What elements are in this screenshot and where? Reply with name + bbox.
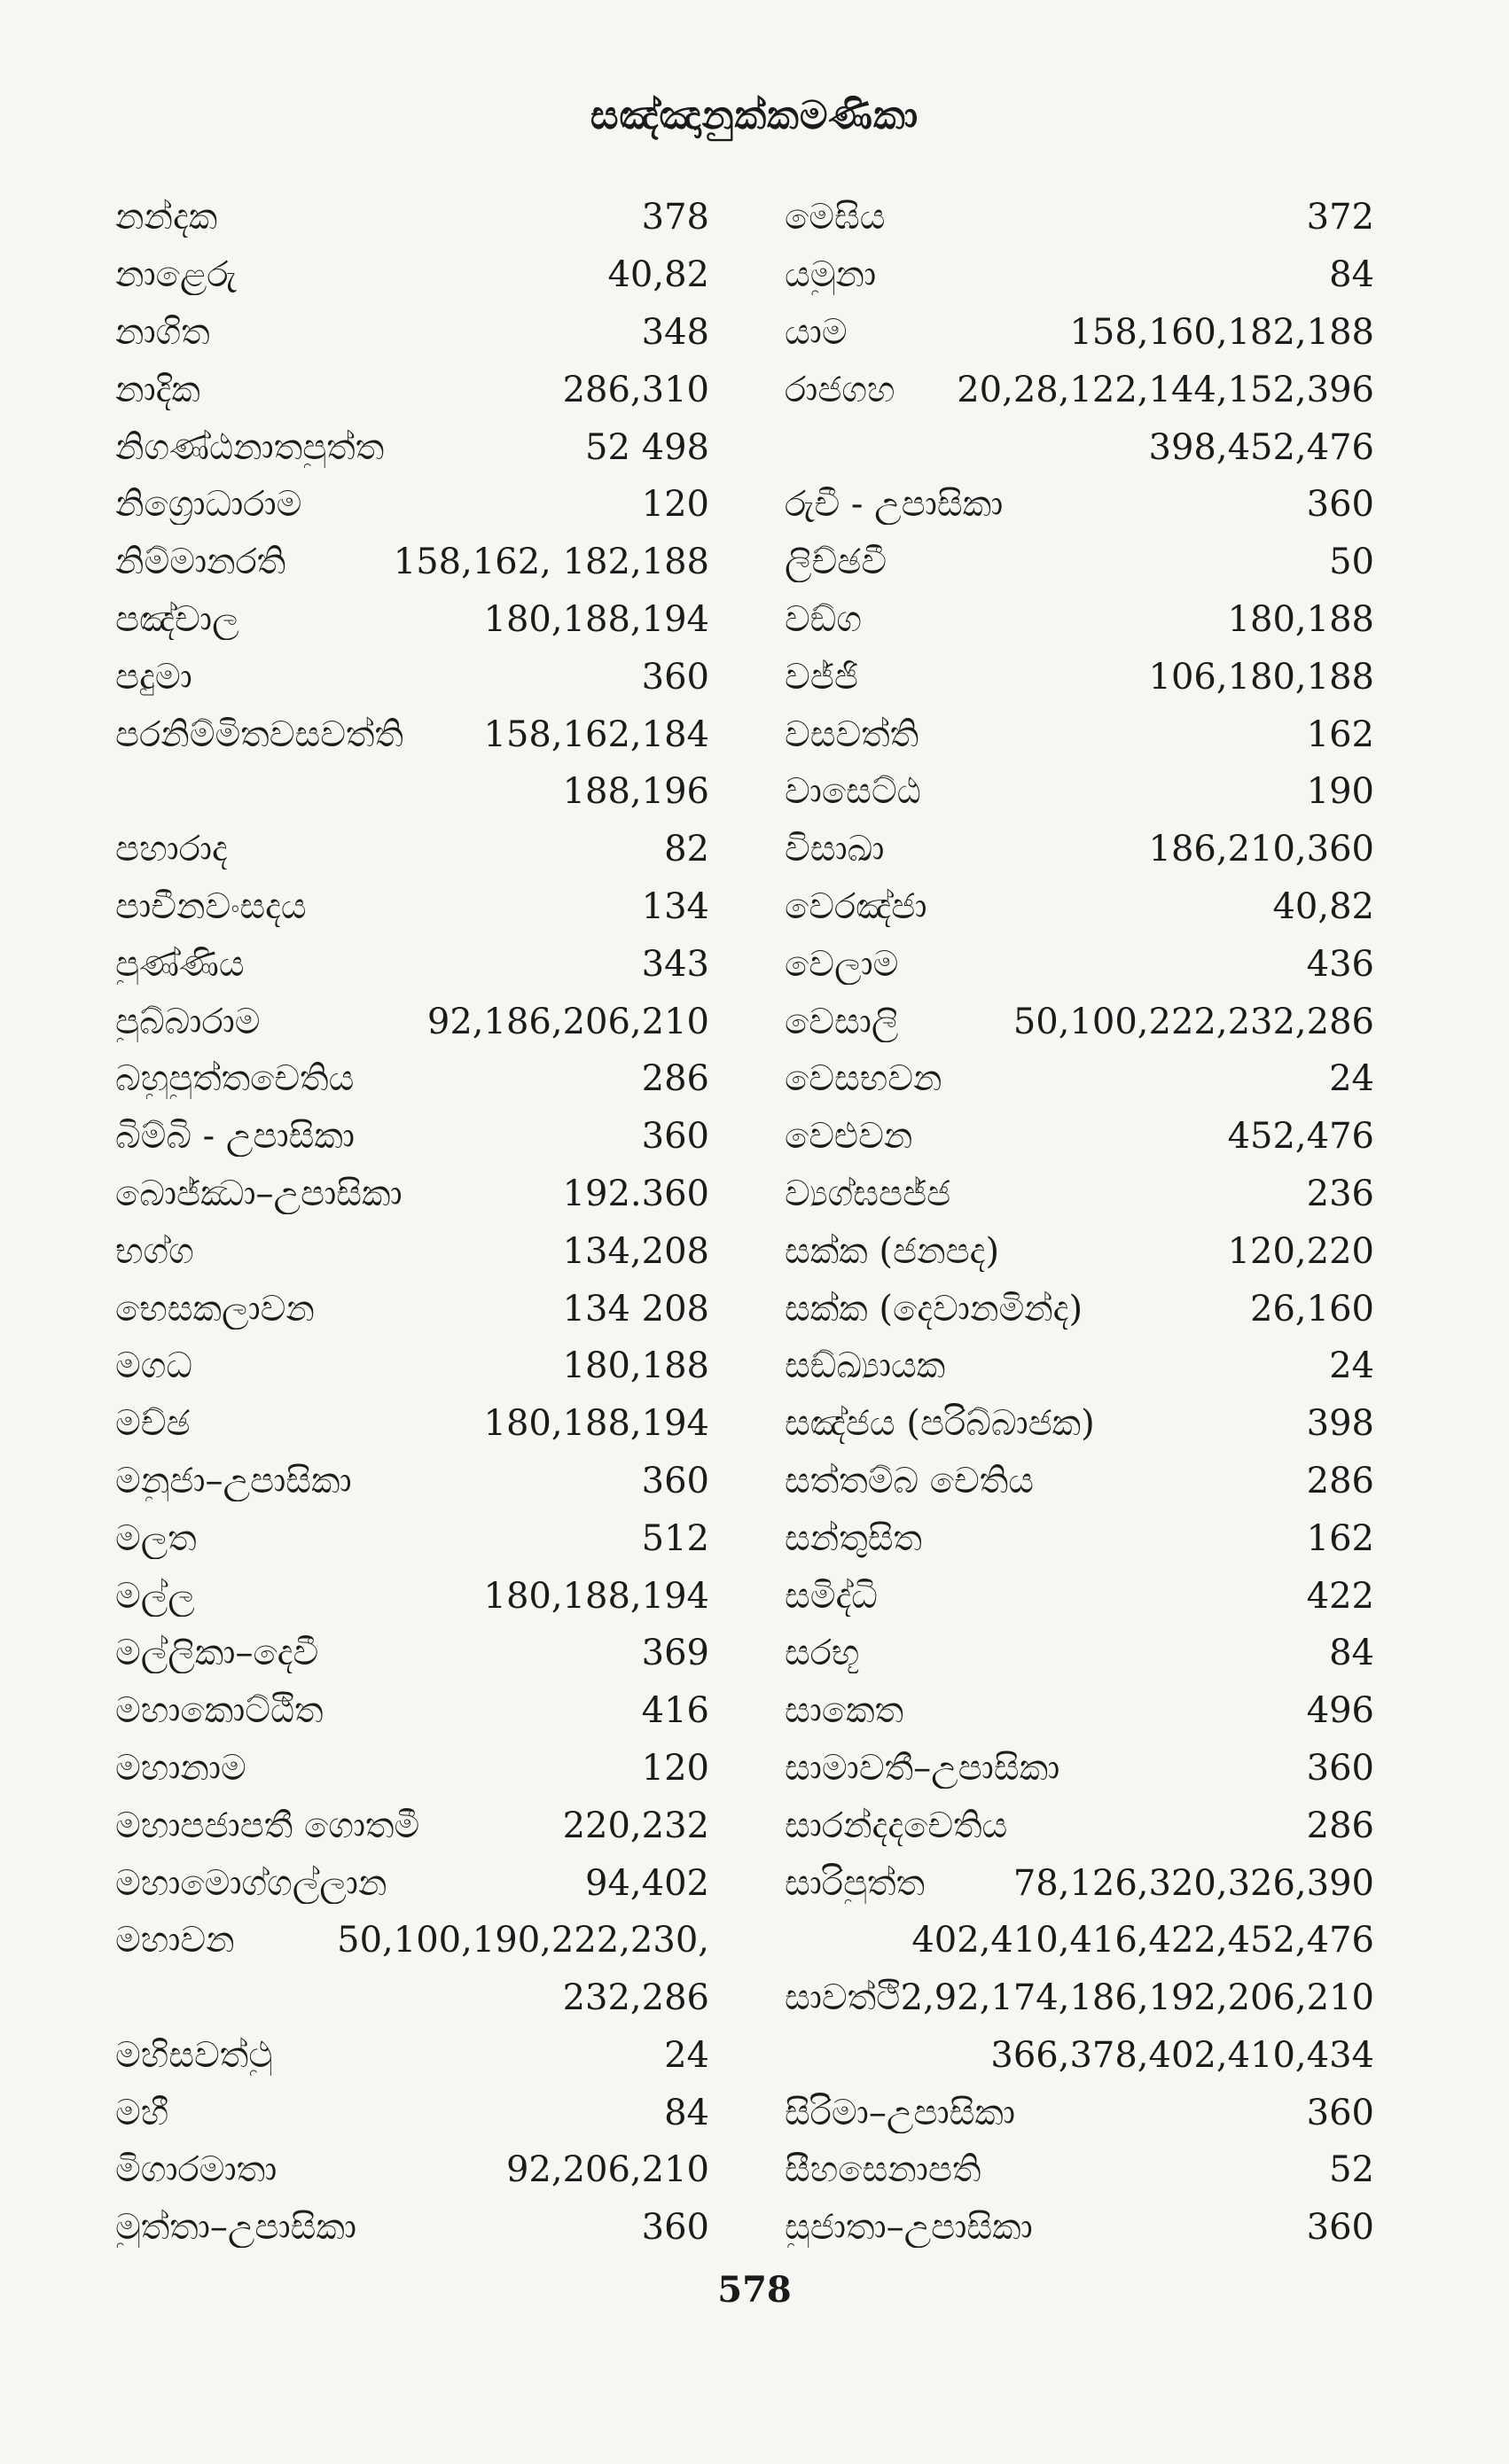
index-page-refs: 286 bbox=[1306, 1805, 1374, 1846]
index-term: නාළෙරු bbox=[115, 254, 237, 296]
index-term: විසාඛා bbox=[785, 829, 885, 870]
index-entry bbox=[115, 1682, 709, 1740]
index-page-refs: 190 bbox=[1306, 771, 1374, 813]
index-term: මහාවන bbox=[115, 1920, 235, 1961]
index-entry bbox=[785, 935, 1374, 993]
page-number: 578 bbox=[717, 2269, 792, 2311]
index-entry bbox=[785, 304, 1374, 362]
index-entry bbox=[785, 1625, 1374, 1682]
index-page-refs: 286 bbox=[641, 1058, 709, 1100]
index-term: මගධ bbox=[115, 1345, 192, 1387]
index-page-refs: 180,188,194 bbox=[483, 598, 709, 640]
index-page-refs: 512 bbox=[641, 1517, 709, 1559]
index-term: පරනිම්මිතවසවත්ති bbox=[115, 713, 403, 755]
index-entry bbox=[115, 2141, 709, 2199]
index-term: වෙසාලි bbox=[785, 1001, 899, 1042]
index-page-refs: 158,162, 182,188 bbox=[393, 542, 709, 583]
index-entry bbox=[115, 1453, 709, 1510]
index-page-refs: 84 bbox=[664, 2092, 709, 2133]
index-entry bbox=[785, 878, 1374, 936]
index-page-refs: 360 bbox=[641, 1460, 709, 1501]
index-page-refs: 378 bbox=[641, 197, 709, 238]
index-term: වසවත්ති bbox=[785, 713, 919, 755]
index-entry bbox=[115, 1050, 709, 1108]
index-term: සිරිමා–උපාසිකා bbox=[785, 2092, 1015, 2133]
page-title: සඤ්ඤානුක්කමණිකා bbox=[590, 93, 919, 138]
index-term: සාවත්ථි bbox=[785, 1977, 901, 2019]
index-term: පහාරාද bbox=[115, 829, 228, 870]
index-term: මල්ලිකා–දෙවී bbox=[115, 1633, 319, 1674]
index-page-refs: 402,410,416,422,452,476 bbox=[911, 1920, 1374, 1961]
index-term: සක්ක (දෙවානමින්ද) bbox=[785, 1288, 1083, 1329]
index-entry bbox=[785, 2199, 1374, 2257]
index-page-refs: 422 bbox=[1306, 1575, 1374, 1617]
index-page-refs: 348 bbox=[641, 311, 709, 353]
index-entry bbox=[115, 1108, 709, 1166]
index-term: භෙසකලාවන bbox=[115, 1288, 315, 1329]
index-entry bbox=[785, 189, 1374, 246]
index-page-refs: 366,378,402,410,434 bbox=[990, 2034, 1374, 2076]
index-term: බොජ්ඣා–උපාසිකා bbox=[115, 1173, 403, 1214]
index-term: නාගිත bbox=[115, 311, 210, 353]
index-term: නිම්මානරති bbox=[115, 542, 286, 583]
index-page-refs: 180,188 bbox=[1227, 598, 1374, 640]
index-term: වෙරඤ්ජා bbox=[785, 885, 927, 927]
index-term: නිගණ්ඨනාතපුත්ත bbox=[115, 426, 385, 468]
index-page-refs: 52 bbox=[1329, 2149, 1374, 2191]
index-page-refs: 360 bbox=[641, 656, 709, 698]
index-entry bbox=[115, 706, 709, 763]
index-page-refs: 180,188,194 bbox=[483, 1403, 709, 1445]
index-page-refs: 186,210,360 bbox=[1148, 829, 1374, 870]
index-entry bbox=[785, 1108, 1374, 1166]
index-entry bbox=[115, 993, 709, 1050]
index-term: යාම bbox=[785, 311, 848, 353]
index-page-refs: 40,82 bbox=[607, 254, 709, 296]
index-page-refs: 188,196 bbox=[562, 771, 709, 813]
index-page-refs: 180,188,194 bbox=[483, 1575, 709, 1617]
index-page-refs: 20,28,122,144,152,396 bbox=[957, 369, 1374, 410]
index-page-refs: 360 bbox=[1306, 2092, 1374, 2133]
index-term: පදුමා bbox=[115, 656, 192, 698]
index-term: සඞ්ඛ්‍යායක bbox=[785, 1345, 946, 1387]
index-entry bbox=[785, 1222, 1374, 1280]
index-entry bbox=[785, 1682, 1374, 1740]
index-page-refs: 236 bbox=[1306, 1173, 1374, 1214]
index-page-refs: 180,188 bbox=[562, 1345, 709, 1387]
index-entry bbox=[785, 361, 1374, 418]
index-term: වාසෙට්ඨ bbox=[785, 771, 921, 813]
index-entry bbox=[785, 1797, 1374, 1854]
index-page-refs: 360 bbox=[1306, 1747, 1374, 1789]
index-term: වජ්ජි bbox=[785, 656, 858, 698]
index-page-refs: 94,402 bbox=[585, 1862, 709, 1904]
index-page-refs: 84 bbox=[1329, 1633, 1374, 1674]
index-page-refs: 192.360 bbox=[562, 1173, 709, 1214]
index-page-refs: 50,100,222,232,286 bbox=[1013, 1001, 1374, 1042]
index-entry bbox=[785, 2141, 1374, 2199]
index-entry bbox=[115, 1337, 709, 1395]
index-page-refs: 78,126,320,326,390 bbox=[1013, 1862, 1374, 1904]
index-entry bbox=[115, 1625, 709, 1682]
index-page-refs: 106,180,188 bbox=[1148, 656, 1374, 698]
index-entry bbox=[785, 476, 1374, 534]
index-entry bbox=[115, 763, 709, 821]
index-page-refs: 286,310 bbox=[562, 369, 709, 410]
index-entry bbox=[115, 304, 709, 362]
index-term: සමිද්ධි bbox=[785, 1575, 878, 1617]
index-term: සුජාතා–උපාසිකා bbox=[785, 2207, 1033, 2249]
index-term: සාරිපුත්ත bbox=[785, 1862, 926, 1904]
index-entry bbox=[785, 1453, 1374, 1510]
index-entry bbox=[115, 1509, 709, 1567]
index-entry bbox=[115, 361, 709, 418]
index-page-refs: 120 bbox=[641, 484, 709, 526]
index-entry bbox=[785, 2084, 1374, 2141]
index-term: මහාකොට්ඨිත bbox=[115, 1690, 324, 1732]
index-page-refs: 162 bbox=[1306, 713, 1374, 755]
index-page-refs: 360 bbox=[1306, 484, 1374, 526]
index-entry bbox=[115, 476, 709, 534]
index-page-refs: 24 bbox=[1329, 1345, 1374, 1387]
index-page-refs: 496 bbox=[1306, 1690, 1374, 1732]
index-column-left bbox=[115, 189, 709, 2257]
index-entry bbox=[785, 246, 1374, 304]
index-term: පුණ්ණිය bbox=[115, 943, 245, 985]
index-page-refs: 360 bbox=[641, 1116, 709, 1158]
index-page-refs: 416 bbox=[641, 1690, 709, 1732]
index-term: මෙඝිය bbox=[785, 197, 886, 238]
index-page-refs: 40,82 bbox=[1272, 885, 1374, 927]
index-entry bbox=[115, 1395, 709, 1453]
index-entry bbox=[785, 534, 1374, 591]
index-page-refs: 436 bbox=[1306, 943, 1374, 985]
index-page-refs: 398,452,476 bbox=[1148, 426, 1374, 468]
index-term: ලිච්ඡවී bbox=[785, 542, 887, 583]
index-page-refs: 134 208 bbox=[562, 1288, 709, 1329]
index-page-refs: 2,92,174,186,192,206,210 bbox=[900, 1977, 1374, 2019]
index-entry bbox=[785, 1280, 1374, 1337]
index-entry bbox=[115, 821, 709, 878]
index-page-refs: 452,476 bbox=[1227, 1116, 1374, 1158]
index-page-refs: 120 bbox=[641, 1747, 709, 1789]
index-page-refs: 26,160 bbox=[1250, 1288, 1374, 1329]
index-entry bbox=[115, 418, 709, 476]
index-page-refs: 134,208 bbox=[562, 1230, 709, 1272]
index-term: භග්ග bbox=[115, 1230, 194, 1272]
index-entry bbox=[785, 706, 1374, 763]
index-page-refs: 162 bbox=[1306, 1517, 1374, 1559]
index-entry bbox=[785, 591, 1374, 649]
index-term: මහී bbox=[115, 2092, 169, 2133]
index-term: බහුපුත්තචෙතිය bbox=[115, 1058, 355, 1100]
index-term: ව්‍යග්ඝපජ්ජ bbox=[785, 1173, 951, 1214]
index-page-refs: 220,232 bbox=[562, 1805, 709, 1846]
index-page-refs: 50 bbox=[1329, 542, 1374, 583]
index-entry bbox=[785, 1567, 1374, 1625]
index-page-refs: 92,206,210 bbox=[505, 2149, 709, 2191]
index-page-refs: 369 bbox=[641, 1633, 709, 1674]
index-entry bbox=[785, 763, 1374, 821]
index-entry bbox=[115, 1567, 709, 1625]
index-term: මහාපජාපතී ගොතමී bbox=[115, 1805, 420, 1846]
index-entry bbox=[115, 2027, 709, 2085]
index-entry bbox=[785, 1509, 1374, 1567]
index-entry bbox=[785, 1166, 1374, 1223]
index-page-refs: 134 bbox=[641, 885, 709, 927]
index-term: සඤ්ජය (පරිබ්බාජක) bbox=[785, 1403, 1095, 1445]
index-page-refs: 360 bbox=[1306, 2207, 1374, 2249]
index-term: සත්තම්බ චෙතිය bbox=[785, 1460, 1035, 1501]
index-page-refs: 158,160,182,188 bbox=[1069, 311, 1374, 353]
index-entry bbox=[115, 648, 709, 706]
index-page-refs: 360 bbox=[641, 2207, 709, 2249]
index-term: වෙසභවන bbox=[785, 1058, 942, 1100]
index-entry bbox=[115, 246, 709, 304]
index-page-refs: 24 bbox=[1329, 1058, 1374, 1100]
index-term: මලත bbox=[115, 1517, 197, 1559]
index-entry bbox=[785, 1337, 1374, 1395]
index-page-refs: 343 bbox=[641, 943, 709, 985]
index-term: සක්ක (ජනපද) bbox=[785, 1230, 1000, 1272]
index-entry bbox=[785, 993, 1374, 1050]
index-term: සාකෙත bbox=[785, 1690, 904, 1732]
index-term: පුබ්බාරාම bbox=[115, 1001, 261, 1042]
index-entry bbox=[785, 1854, 1374, 1912]
index-term: පඤ්චාල bbox=[115, 598, 239, 640]
index-term: මච්ඡ bbox=[115, 1403, 191, 1445]
index-entry bbox=[785, 1740, 1374, 1797]
index-page-refs: 232,286 bbox=[562, 1977, 709, 2019]
index-term: නිග්‍රොධාරාම bbox=[115, 484, 302, 526]
index-entry bbox=[785, 1969, 1374, 2027]
index-page-refs: 82 bbox=[664, 829, 709, 870]
index-entry bbox=[115, 2199, 709, 2257]
index-entry bbox=[115, 1280, 709, 1337]
index-page-refs: 286 bbox=[1306, 1460, 1374, 1501]
index-term: මුත්තා–උපාසිකා bbox=[115, 2207, 357, 2249]
index-entry bbox=[785, 821, 1374, 878]
index-term: මහිසවත්ථු bbox=[115, 2034, 273, 2076]
index-page-refs: 398 bbox=[1306, 1403, 1374, 1445]
index-page-refs: 50,100,190,222,230, bbox=[337, 1920, 709, 1961]
index-term: මිගාරමාතා bbox=[115, 2149, 278, 2191]
index-page-refs: 24 bbox=[664, 2034, 709, 2076]
index-page-refs: 84 bbox=[1329, 254, 1374, 296]
index-entry bbox=[115, 1854, 709, 1912]
index-page-refs: 158,162,184 bbox=[483, 713, 709, 755]
index-page-refs: 372 bbox=[1306, 197, 1374, 238]
index-entry bbox=[785, 1050, 1374, 1108]
index-entry bbox=[115, 1797, 709, 1854]
index-term: වෙළුවන bbox=[785, 1116, 913, 1158]
index-term: වඞ්ග bbox=[785, 598, 862, 640]
index-entry bbox=[785, 1912, 1374, 1969]
index-term: මනුජා–උපාසිකා bbox=[115, 1460, 352, 1501]
index-entry bbox=[115, 1166, 709, 1223]
index-entry bbox=[785, 1395, 1374, 1453]
index-term: යමුනා bbox=[785, 254, 877, 296]
index-term: මල්ල bbox=[115, 1575, 195, 1617]
index-entry bbox=[785, 648, 1374, 706]
index-term: නන්දක bbox=[115, 197, 218, 238]
index-entry bbox=[115, 2084, 709, 2141]
index-entry bbox=[115, 1740, 709, 1797]
index-term: සාමාවතී–උපාසිකා bbox=[785, 1747, 1060, 1789]
index-page-refs: 120,220 bbox=[1227, 1230, 1374, 1272]
index-entry bbox=[115, 935, 709, 993]
index-entry bbox=[785, 2027, 1374, 2085]
index-term: පාචීනවංසදය bbox=[115, 885, 307, 927]
index-entry bbox=[115, 1912, 709, 1969]
index-term: සීහසෙනාපති bbox=[785, 2149, 981, 2191]
index-entry bbox=[115, 591, 709, 649]
index-entry bbox=[115, 189, 709, 246]
index-entry bbox=[115, 534, 709, 591]
index-entry bbox=[785, 418, 1374, 476]
index-term: රාජගහ bbox=[785, 369, 895, 410]
index-term: මහානාම bbox=[115, 1747, 246, 1789]
index-entry bbox=[115, 1969, 709, 2027]
index-term: සාරන්දදචෙතිය bbox=[785, 1805, 1008, 1846]
index-entry bbox=[115, 878, 709, 936]
index-term: සරභූ bbox=[785, 1633, 860, 1674]
index-term: වෙලාම bbox=[785, 943, 899, 985]
index-term: මහාමොග්ගල්ලාන bbox=[115, 1862, 387, 1904]
index-page-refs: 52 498 bbox=[585, 426, 709, 468]
index-column-right bbox=[785, 189, 1374, 2257]
index-term: සන්තුසිත bbox=[785, 1517, 922, 1559]
index-page-refs: 92,186,206,210 bbox=[426, 1001, 709, 1042]
index-term: රුචී - උපාසිකා bbox=[785, 484, 1004, 526]
index-entry bbox=[115, 1222, 709, 1280]
index-term: නාදික bbox=[115, 369, 200, 410]
index-term: බිම්බි - උපාසිකා bbox=[115, 1116, 356, 1158]
